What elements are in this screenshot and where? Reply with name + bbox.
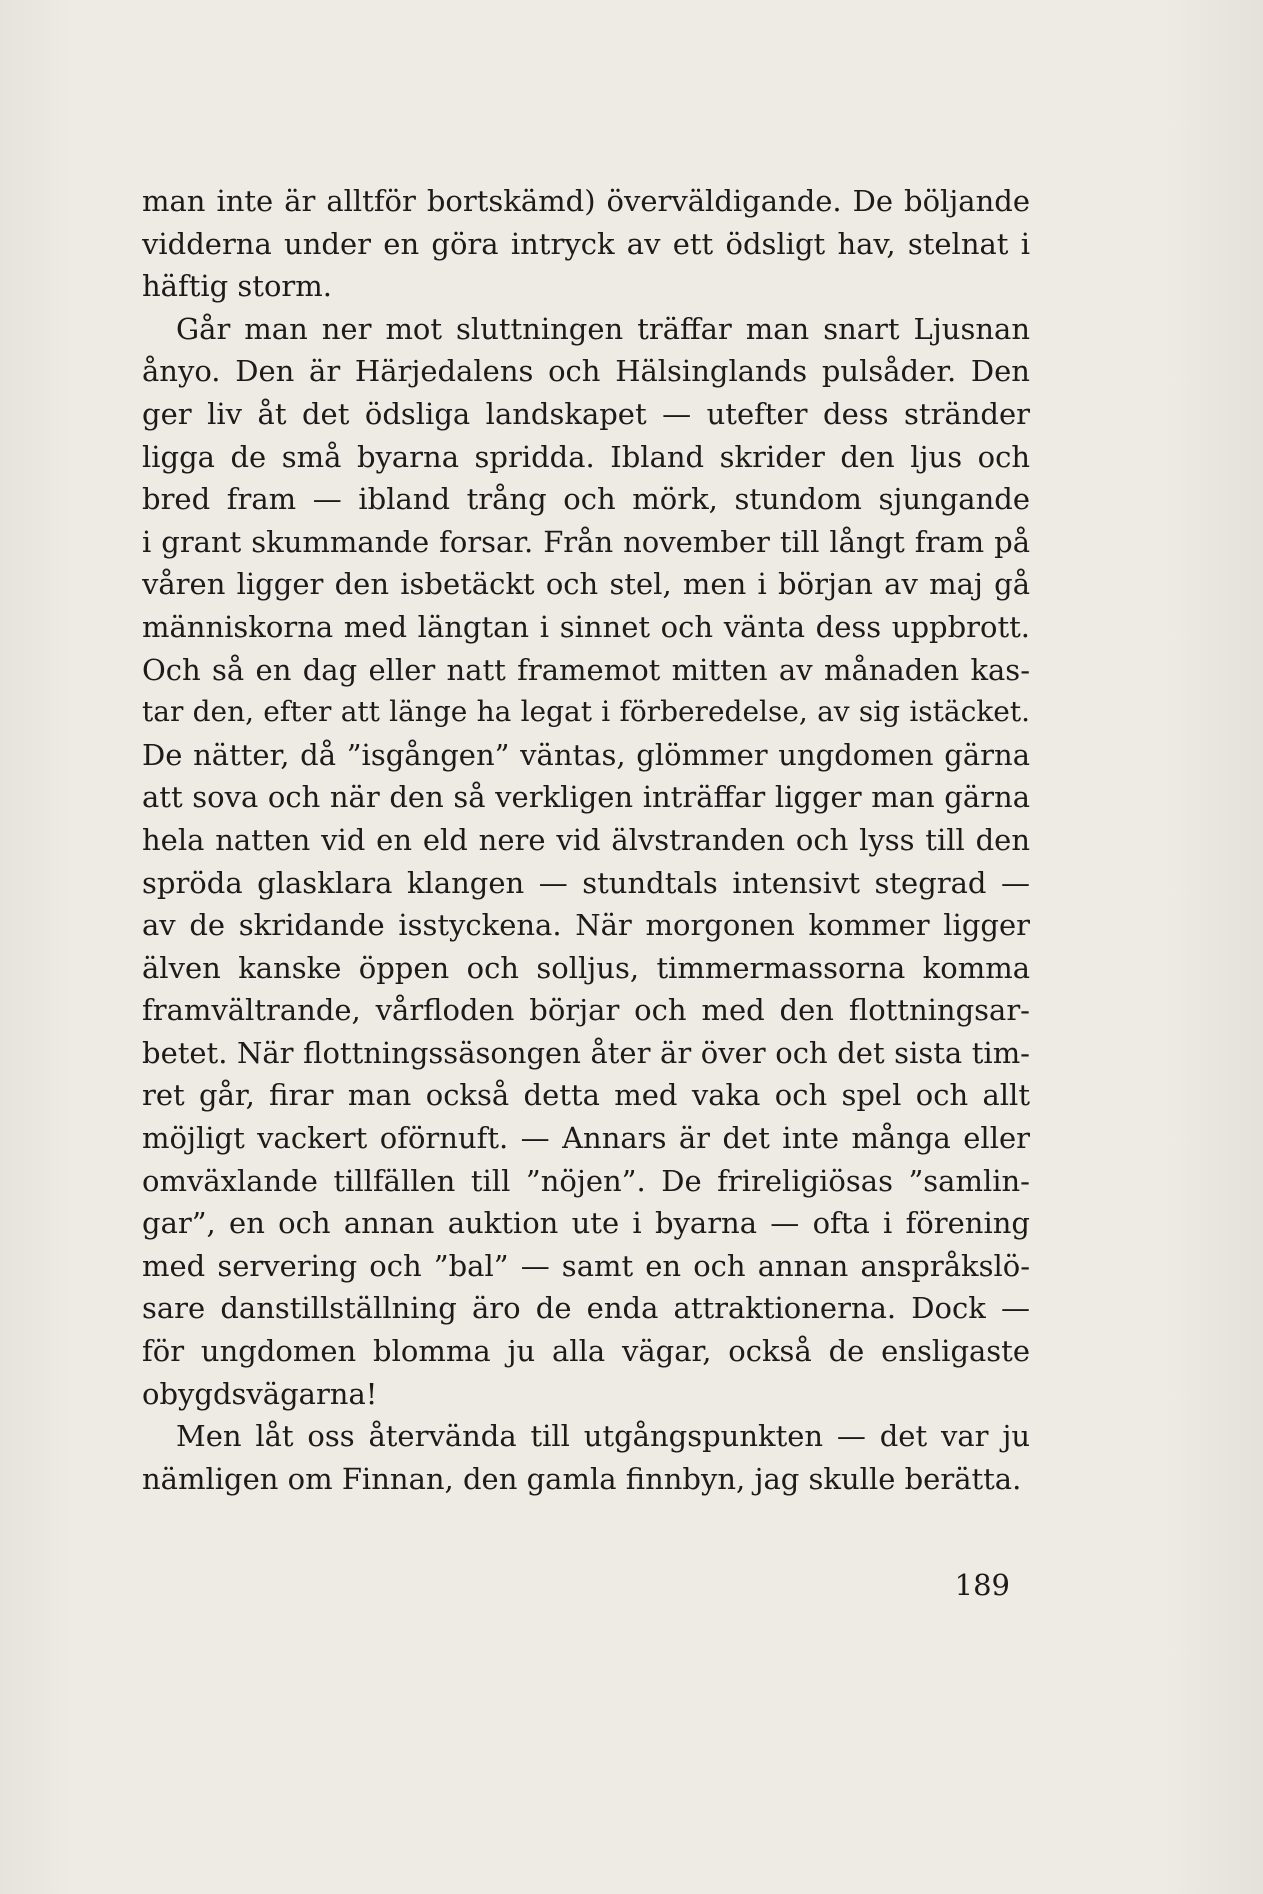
text-line: älven kanske öppen och solljus, timmermassorna komma — [142, 950, 1030, 985]
page-number: 189 — [954, 1568, 1010, 1602]
text-line: Men låt oss återvända till utgångspunkten — det var ju — [176, 1419, 1030, 1454]
body-text — [142, 180, 1030, 1500]
paragraph — [142, 180, 1030, 308]
paragraph — [142, 1415, 1030, 1500]
text-line: människorna med längtan i sinnet och vänta dess uppbrott. — [142, 609, 1030, 644]
text-line: Och så en dag eller natt framemot mitten av månaden kas- — [142, 652, 1030, 687]
text-line: ger liv åt det ödsliga landskapet — utefter dess stränder — [142, 396, 1030, 431]
text-line: obygdsvägarna! — [142, 1376, 378, 1411]
text-line: våren ligger den isbetäckt och stel, men i början av maj gå — [142, 567, 1030, 602]
text-line: sare danstillställning äro de enda attraktionerna. Dock — — [142, 1291, 1030, 1326]
text-line: spröda glasklara klangen — stundtals intensivt stegrad — — [142, 865, 1030, 900]
text-line: häftig storm. — [142, 269, 332, 304]
text-line: i grant skummande forsar. Från november till långt fram på — [142, 524, 1030, 559]
text-line: av de skridande isstyckena. När morgonen kommer ligger — [142, 908, 1030, 943]
paragraph — [142, 308, 1030, 1415]
text-line: gar”, en och annan auktion ute i byarna — ofta i förening — [142, 1206, 1030, 1241]
text-line: betet. När flottningssäsongen åter är över och det sista tim- — [142, 1035, 1030, 1070]
text-line: för ungdomen blomma ju alla vägar, också de ensligaste — [142, 1334, 1030, 1369]
text-line: De nätter, då ”isgången” väntas, glömmer ungdomen gärna — [142, 737, 1030, 772]
text-line: Går man ner mot sluttningen träffar man snart Ljusnan — [176, 311, 1030, 346]
text-line: bred fram — ibland trång och mörk, stundom sjungande — [142, 482, 1030, 517]
text-line: ånyo. Den är Härjedalens och Hälsinglands pulsåder. Den — [142, 354, 1030, 389]
text-line: nämligen om Finnan, den gamla finnbyn, jag skulle berätta. — [142, 1461, 1022, 1496]
text-line: framvältrande, vårfloden börjar och med den flottningsar- — [142, 993, 1030, 1028]
text-line: ligga de små byarna spridda. Ibland skrider den ljus och — [142, 439, 1030, 474]
text-line: vidderna under en göra intryck av ett ödsligt hav, stelnat i — [142, 226, 1030, 261]
text-line: man inte är alltför bortskämd) överväldigande. De böljande — [142, 184, 1030, 218]
text-line: ret går, firar man också detta med vaka och spel och allt — [142, 1078, 1030, 1113]
text-line: möjligt vackert oförnuft. — Annars är det inte många eller — [142, 1121, 1030, 1156]
text-line: omväxlande tillfällen till ”nöjen”. De frireligiösas ”samlin- — [142, 1163, 1030, 1198]
text-line: att sova och när den så verkligen inträffar ligger man gärna — [142, 780, 1030, 815]
text-line: med servering och ”bal” — samt en och annan anspråkslö- — [142, 1248, 1030, 1283]
text-line: tar den, efter att länge ha legat i förberedelse, av sig istäcket. — [142, 695, 1030, 729]
text-line: hela natten vid en eld nere vid älvstranden och lyss till den — [142, 822, 1030, 857]
